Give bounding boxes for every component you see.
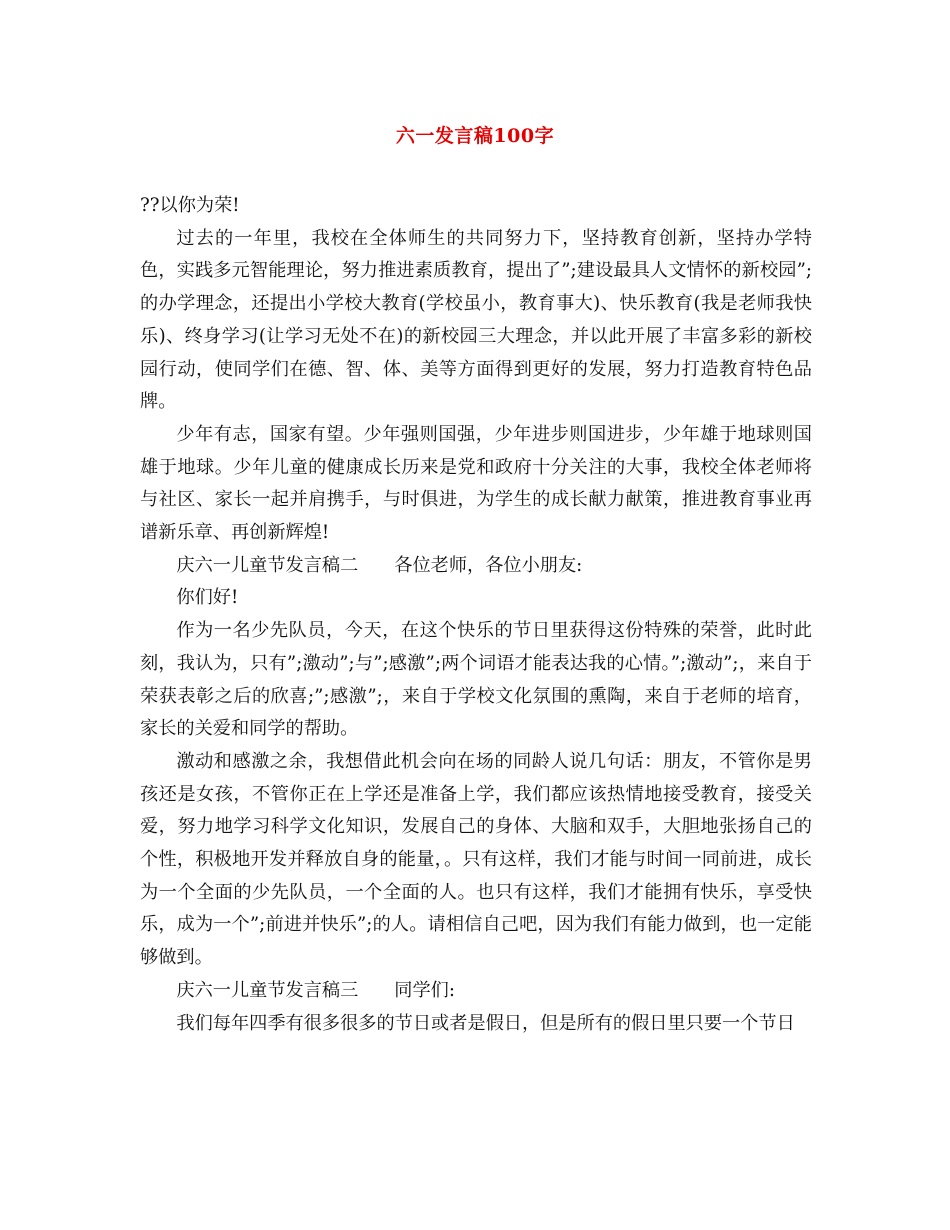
section-heading-three-salutation: 同学们: bbox=[394, 979, 455, 1001]
document-title: 六一发言稿100字 bbox=[395, 125, 555, 147]
paragraph-message-to-peers: 激动和感激之余，我想借此机会向在场的同龄人说几句话：朋友，不管你是男孩还是女孩，不管你正在上学还是准备上学，我们都应该热情地接受教育，接受关爱，努力地学习科学文化知识，发展自己的身体、大脑和双手，大胆地张扬自己的个性，积极地开发并释放自身的能量，。只有这样，我们才能与时间一同前进，成长为一个全面的少先队员，一个全面的人。也只有这样，我们才能拥有快乐，享受快乐，成为一个”;前进并快乐”;的人。请相信自己吧，因为我们有能力做到，也一定能够做到。 bbox=[140, 750, 812, 969]
paragraph-pioneer-honor: 作为一名少先队员，今天，在这个快乐的节日里获得这份特殊的荣誉，此时此刻，我认为，只有”;激动”;与”;感激”;两个词语才能表达我的心情。”;激动”;，来自于荣获表彰之后的欣喜;”;感激”;，来自于学校文化氛围的熏陶，来自于老师的培育，家长的关爱和同学的帮助。 bbox=[140, 620, 812, 740]
section-heading-two-title: 庆六一儿童节发言稿二 bbox=[176, 554, 359, 576]
document-body bbox=[140, 190, 812, 1040]
section-heading-three bbox=[140, 975, 812, 1008]
section-heading-two-salutation: 各位老师，各位小朋友: bbox=[394, 554, 583, 576]
paragraph-holidays: 我们每年四季有很多很多的节日或者是假日，但是所有的假日里只要一个节日 bbox=[176, 1012, 795, 1034]
section-heading-three-title: 庆六一儿童节发言稿三 bbox=[176, 979, 359, 1001]
paragraph-youth-aspiration: 少年有志，国家有望。少年强则国强，少年进步则国进步，少年雄于地球则国雄于地球。少年儿童的健康成长历来是党和政府十分关注的大事，我校全体老师将与社区、家长一起并肩携手，与时俱进，为学生的成长献力献策，推进教育事业再谱新乐章、再创新辉煌! bbox=[140, 423, 812, 544]
paragraph-greeting: ??以你为荣! bbox=[140, 195, 240, 216]
paragraph-hello: 你们好! bbox=[176, 587, 239, 609]
paragraph-school-review: 过去的一年里，我校在全体师生的共同努力下，坚持教育创新，坚持办学特色，实践多元智能理论，努力推进素质教育，提出了”;建设最具人文情怀的新校园”;的办学理念，还提出小学校大教育(学校虽小，教育事大)、快乐教育(我是老师我快乐)、终身学习(让学习无处不在)的新校园三大理念，并以此开展了丰富多彩的新校园行动，使同学们在德、智、体、美等方面得到更好的发展，努力打造教育特色品牌。 bbox=[140, 227, 812, 413]
section-heading-two bbox=[140, 550, 812, 583]
